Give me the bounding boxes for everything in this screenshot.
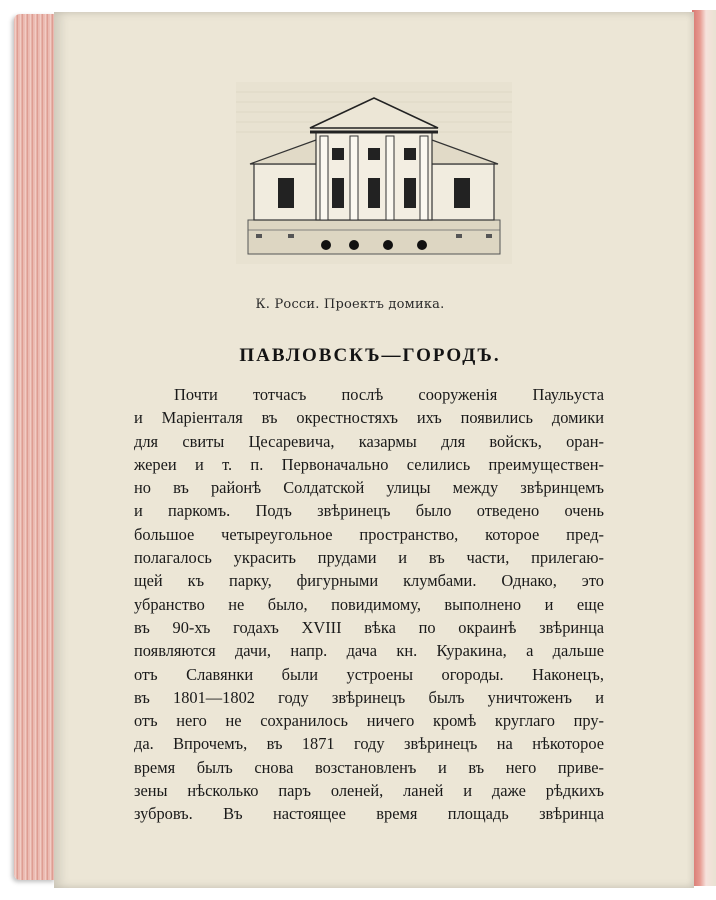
building-illustration — [236, 82, 512, 264]
text-line: зубровъ. Въ настоящее время площадь звѣринца — [134, 804, 604, 824]
text-line: и паркомъ. Подъ звѣринецъ было отведено очень — [134, 501, 604, 521]
text-line: зены нѣсколько паръ оленей, ланей и даже рѣдкихъ — [134, 781, 604, 801]
book-cover-edge — [692, 10, 716, 886]
text-line: да. Впрочемъ, въ 1871 году звѣринецъ на нѣкоторое — [134, 734, 604, 754]
text-line: въ 90-хъ годахъ XVIII вѣка по окраинѣ звѣринца — [134, 617, 604, 637]
text-line: появляются дачи, напр. дача кн. Куракина, а дальше — [134, 641, 604, 661]
text-line: въ 1801—1802 году звѣринецъ былъ уничтоженъ и — [134, 687, 604, 707]
text-line: но въ районѣ Солдатской улицы между звѣринцемъ — [134, 478, 604, 498]
text-line: для свиты Цесаревича, казармы для войскъ, оран- — [134, 431, 604, 451]
text-line: Почти тотчасъ послѣ сооруженія Паульуста — [174, 385, 604, 404]
text-line: отъ него не сохранилось ничего кромѣ круглаго пру- — [134, 711, 604, 731]
text-line: большое четыреугольное пространство, которое пред- — [134, 524, 604, 544]
section-heading: ПАВЛОВСКЪ—ГОРОДЪ. — [239, 345, 501, 366]
body-paragraph — [134, 383, 604, 826]
text-line: отъ Славянки были устроены огороды. Наконецъ, — [134, 664, 604, 684]
text-line: полагалось украсить прудами и въ части, прилегаю- — [134, 548, 604, 568]
illustration-caption: К. Росси. Проектъ домика. — [255, 297, 445, 312]
text-line: и Марiенталя въ окрестностяхъ ихъ появились домики — [134, 408, 604, 428]
text-line: время былъ снова возстановленъ и въ него приве- — [134, 757, 604, 777]
book-page-edges — [14, 14, 56, 880]
text-line: жереи и т. п. Первоначально селились преимуществен- — [134, 454, 604, 474]
text-line: убранство не было, повидимому, выполнено и еще — [134, 594, 604, 614]
text-line: щей къ парку, фигурными клумбами. Однако, это — [134, 571, 604, 591]
